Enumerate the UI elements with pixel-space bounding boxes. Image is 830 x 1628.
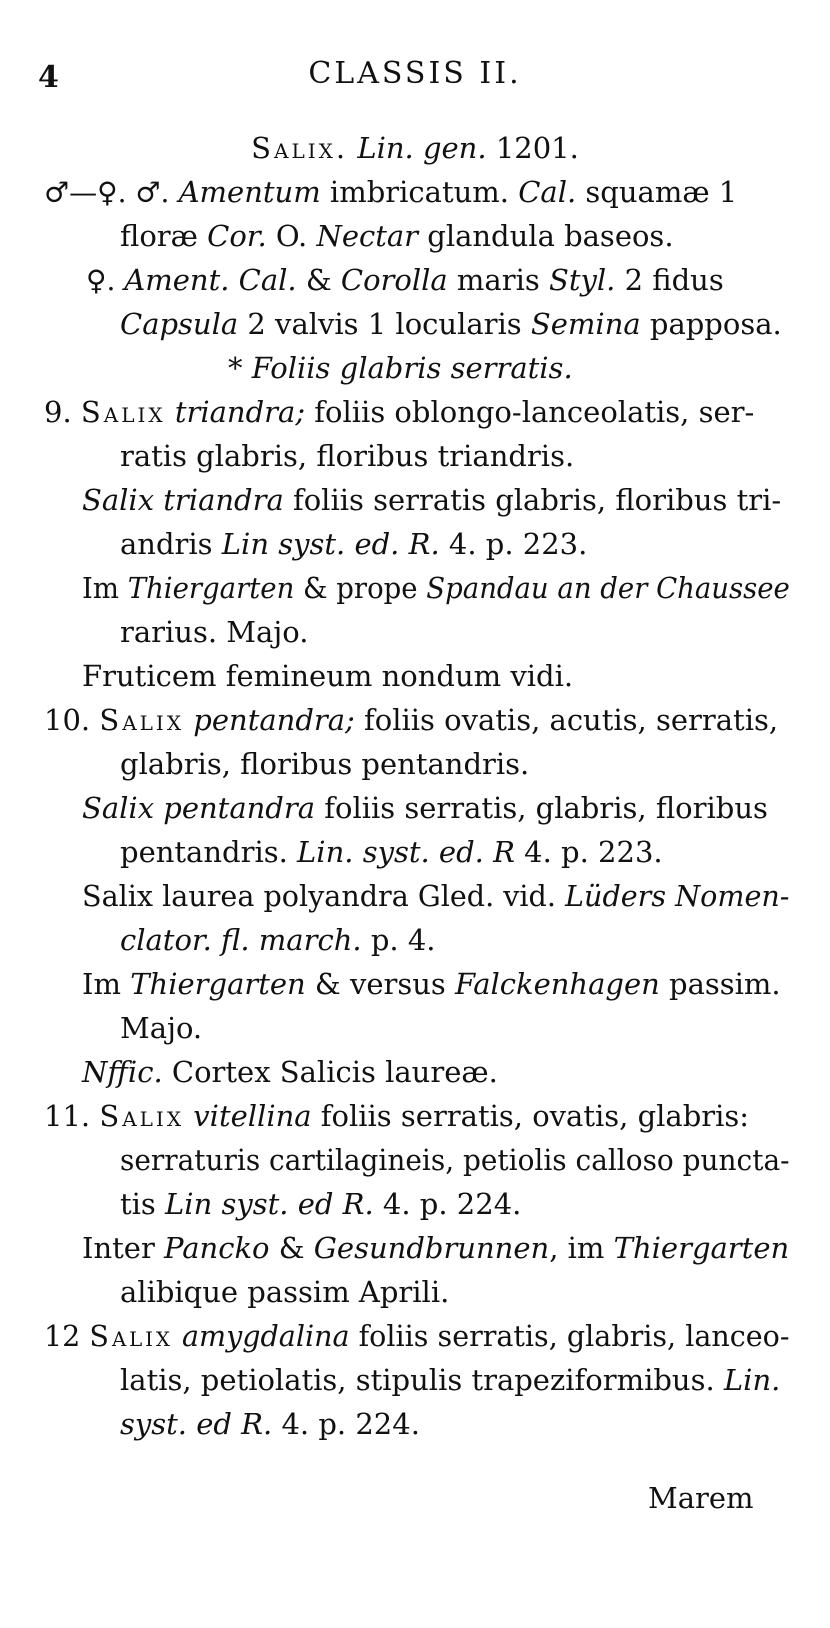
- species-number: 10.: [44, 703, 91, 737]
- catchword: Marem: [648, 1481, 754, 1515]
- male-female-symbols: ♂—♀. ♂.: [44, 176, 170, 209]
- species-12-line-2: latis, petiolatis, stipulis trapeziformibus. Lin.: [120, 1363, 781, 1397]
- female-symbol: ♀.: [86, 264, 125, 297]
- species-10-line-2: glabris, floribus pentandris.: [120, 747, 530, 781]
- species-9-note: Fruticem femineum nondum vidi.: [82, 659, 574, 693]
- species-9-line-1: 9. Salix triandra; foliis oblongo-lanceolatis, ser-: [44, 395, 755, 429]
- species-10-locality-2: Majo.: [120, 1011, 203, 1045]
- species-11-line-3: tis Lin syst. ed R. 4. p. 224.: [120, 1187, 522, 1221]
- species-number: 11.: [44, 1099, 91, 1133]
- species-9-line-2: ratis glabris, floribus triandris.: [120, 439, 575, 473]
- species-10-synonym-1: Salix pentandra foliis serratis, glabris, floribus: [82, 791, 768, 825]
- genus-heading: [0, 130, 830, 166]
- species-number: 9.: [44, 395, 72, 429]
- species-11-locality-1: Inter Pancko & Gesundbrunnen, im Thiergarten: [82, 1231, 790, 1265]
- genus-reference-number: 1201.: [495, 131, 579, 165]
- female-characters-line-1: ♀. Ament. Cal. & Corolla maris Styl. 2 fidus: [86, 263, 724, 297]
- species-9-locality-2: rarius. Majo.: [120, 615, 309, 649]
- species-12-line-1: 12 Salix amygdalina foliis serratis, glabris, lanceo-: [44, 1319, 790, 1353]
- page-title: CLASSIS II.: [308, 56, 522, 91]
- species-11-locality-2: alibique passim Aprili.: [120, 1275, 450, 1309]
- page-number: 4: [38, 60, 59, 95]
- species-number: 12: [44, 1319, 81, 1353]
- genus-name: Salix.: [251, 131, 349, 165]
- species-10-synonym-4: clator. fl. march. p. 4.: [120, 923, 436, 957]
- section-heading: * Foliis glabris serratis.: [228, 351, 573, 385]
- species-11-line-1: 11. Salix vitellina foliis serratis, ovatis, glabris:: [44, 1099, 750, 1133]
- species-9-locality-1: Im Thiergarten & prope Spandau an der Chaussee: [82, 571, 790, 605]
- species-10-usus: Nffic. Cortex Salicis laureæ.: [82, 1055, 498, 1089]
- male-characters-line-1: ♂—♀. ♂. Amentum imbricatum. Cal. squamæ 1: [44, 175, 738, 209]
- species-10-synonym-3: Salix laurea polyandra Gled. vid. Lüders Nomen-: [82, 879, 790, 913]
- male-characters-line-2: floræ Cor. O. Nectar glandula baseos.: [120, 219, 674, 253]
- genus-reference: Lin. gen.: [357, 131, 487, 165]
- female-characters-line-2: Capsula 2 valvis 1 locularis Semina papposa.: [120, 307, 782, 341]
- species-9-synonym-2: andris Lin syst. ed. R. 4. p. 223.: [120, 527, 588, 561]
- species-10-synonym-2: pentandris. Lin. syst. ed. R 4. p. 223.: [120, 835, 663, 869]
- species-10-line-1: 10. Salix pentandra; foliis ovatis, acutis, serratis,: [44, 703, 779, 737]
- species-9-synonym-1: Salix triandra foliis serratis glabris, floribus tri-: [82, 483, 782, 517]
- species-12-line-3: syst. ed R. 4. p. 224.: [120, 1407, 420, 1441]
- species-11-line-2: serraturis cartilagineis, petiolis calloso puncta-: [120, 1143, 790, 1177]
- species-10-locality-1: Im Thiergarten & versus Falckenhagen passim.: [82, 967, 781, 1001]
